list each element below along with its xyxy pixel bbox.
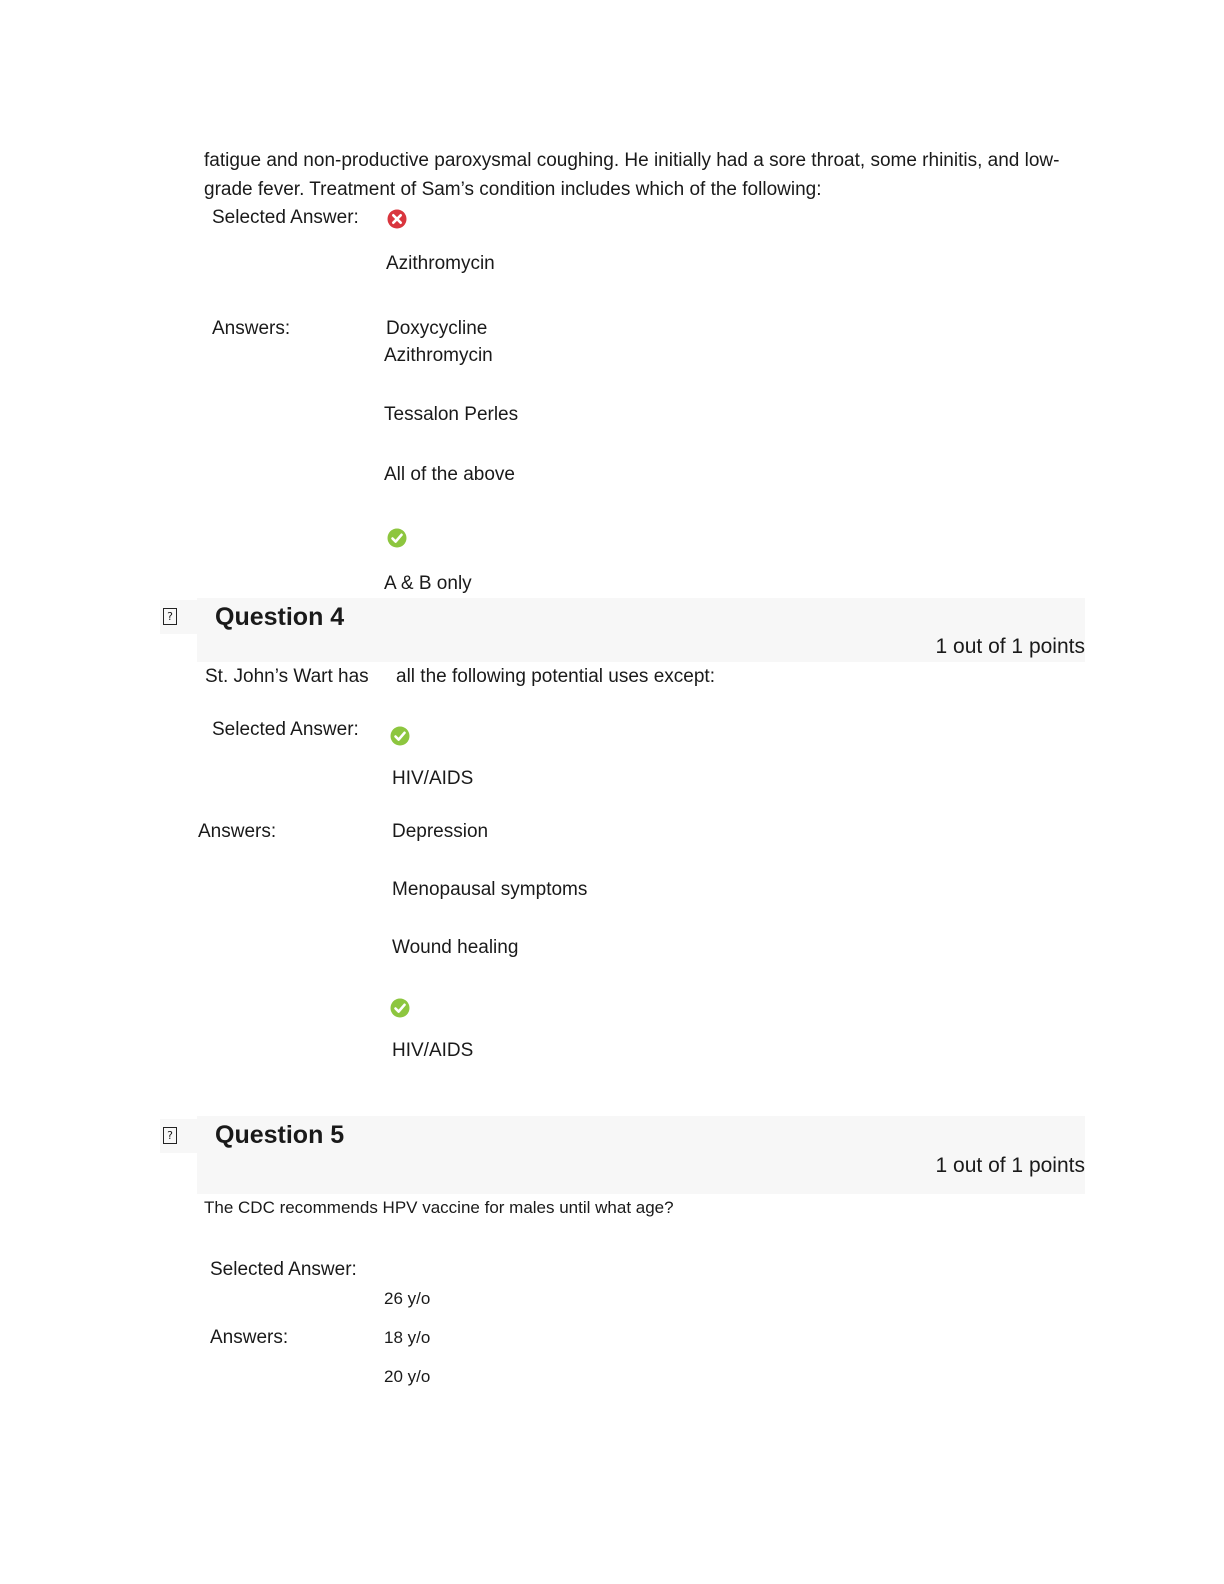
correct-icon	[390, 726, 410, 746]
question-marker-icon: ?	[163, 608, 177, 625]
q3-answers-label: Answers:	[212, 318, 291, 339]
question-5-marker	[160, 1119, 198, 1153]
question-marker-icon: ?	[163, 1127, 177, 1144]
correct-icon	[387, 528, 407, 548]
question-5-points: 1 out of 1 points	[935, 1154, 1085, 1177]
q5-selected-answer-label: Selected Answer:	[210, 1259, 357, 1280]
question-4-text-part1: St. John’s Wart has	[205, 666, 369, 687]
q3-selected-answer-label: Selected Answer:	[212, 207, 359, 228]
question-5-title: Question 5	[215, 1121, 345, 1149]
question-3-text: fatigue and non-productive paroxysmal coughing. He initially had a sore throat, some rhinitis, and low-grade fever. Treatment of Sam’s condition includes which of the following:	[204, 150, 1060, 200]
q3-answer-item: A & B only	[384, 573, 472, 594]
q4-answer-item: Depression	[392, 821, 489, 842]
q4-selected-answer-value: HIV/AIDS	[392, 768, 474, 789]
q3-answer-item: Tessalon Perles	[384, 404, 519, 425]
q4-answer-item: Wound healing	[392, 937, 519, 958]
question-4-marker	[160, 600, 198, 634]
question-4-points: 1 out of 1 points	[935, 635, 1085, 658]
q4-answer-item: HIV/AIDS	[392, 1040, 474, 1061]
q4-answers-label: Answers:	[198, 821, 277, 842]
q5-answer-item: 18 y/o	[384, 1328, 431, 1347]
q3-answer-item: Azithromycin	[384, 345, 493, 366]
incorrect-icon	[387, 209, 407, 229]
q3-selected-answer-value: Azithromycin	[386, 253, 495, 274]
q4-answer-item: Menopausal symptoms	[392, 879, 588, 900]
question-4-text-part2: all the following potential uses except:	[396, 666, 715, 687]
q3-answer-item: All of the above	[384, 464, 515, 485]
correct-icon	[390, 998, 410, 1018]
q4-selected-answer-label: Selected Answer:	[212, 719, 359, 740]
question-5-header	[197, 1116, 1085, 1194]
q5-answer-item: 20 y/o	[384, 1367, 431, 1386]
q5-answers-label: Answers:	[210, 1327, 289, 1348]
question-5-text: The CDC recommends HPV vaccine for males until what age?	[204, 1198, 674, 1217]
q5-selected-answer-value: 26 y/o	[384, 1289, 431, 1308]
question-4-header	[197, 598, 1085, 662]
q3-answer-item: Doxycycline	[386, 318, 488, 339]
question-4-title: Question 4	[215, 603, 345, 631]
